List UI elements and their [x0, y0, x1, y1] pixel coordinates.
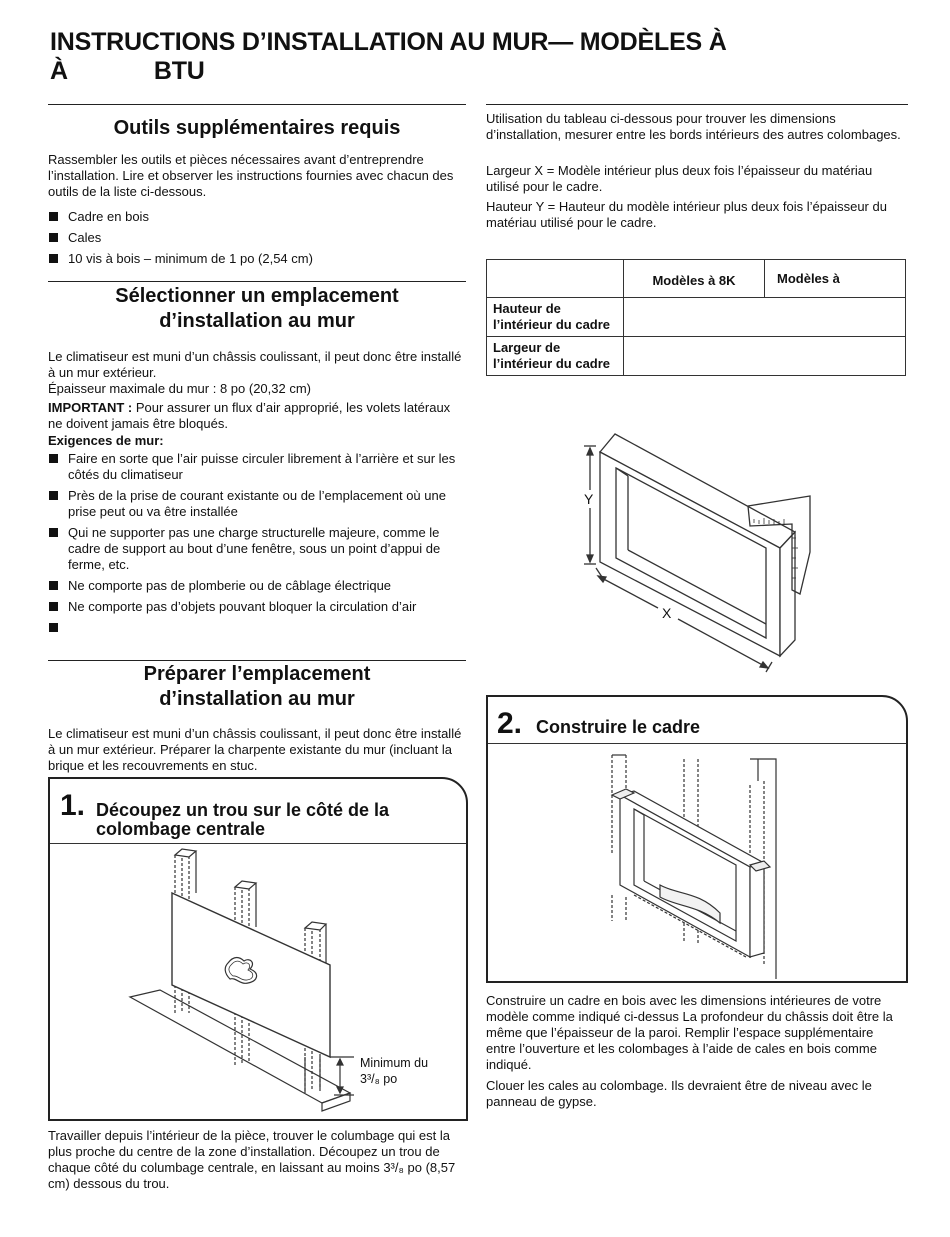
- location-intro: Le climatiseur est muni d’un châssis coulissant, il peut donc être installé à un mur extérieur. Épaisseur maximale du mur : 8 po (20,32 cm): [48, 349, 462, 396]
- divider: [50, 843, 466, 844]
- tools-intro: Rassembler les outils et pièces nécessaires avant d’entreprendre l’installation. Lire et observer les instructions fournies avec chacun des outils de la liste ci-dessous.: [48, 152, 454, 199]
- divider: [48, 281, 466, 282]
- y-dimension-label: Y: [584, 491, 594, 507]
- list-item: Faire en sorte que l’air puisse circuler librement à l’arrière et sur les côtés du climatiseur: [48, 451, 466, 483]
- prepare-intro: Le climatiseur est muni d’un châssis coulissant, il peut donc être installé à un mur extérieur. Préparer la charpente existante du mur (incluant la brique et les recouvrements en stuc.: [48, 726, 462, 773]
- wall-requirements-list: [48, 451, 466, 641]
- wall-requirements-label: Exigences de mur:: [48, 433, 164, 448]
- bullet-square-icon: [49, 254, 58, 263]
- list-item: Ne comporte pas d’objets pouvant bloquer la circulation d’air: [48, 599, 466, 615]
- prepare-heading: Préparer l’emplacement d’installation au mur: [143, 663, 371, 710]
- bullet-square-icon: [49, 602, 58, 611]
- width-x-note: Largeur X = Modèle intérieur plus deux fois l’épaisseur du matériau utilisé pour le cadre.: [486, 163, 873, 194]
- list-item: Près de la prise de courant existante ou de l’emplacement où une prise peut ou va être installée: [48, 488, 466, 520]
- tools-list: [48, 209, 466, 272]
- dims-intro: Utilisation du tableau ci-dessous pour trouver les dimensions d’installation, mesurer entre les bords intérieurs des autres colombages.: [486, 111, 901, 142]
- bullet-square-icon: [49, 491, 58, 500]
- dimensions-table: [486, 259, 906, 376]
- page-title-line2: [50, 57, 727, 86]
- table-cell: [624, 298, 906, 337]
- step1-caption: Travailler depuis l’intérieur de la pièce, trouver le columbage qui est la plus proche du centre de la zone d’installation. Découpez un trou de chaque côté du columbage centrale, en laissant au moins 3³/₈ po (8,57 cm) dessous du trou.: [48, 1128, 456, 1191]
- list-item: 10 vis à bois – minimum de 1 po (2,54 cm): [48, 251, 466, 267]
- list-item: Cales: [48, 230, 466, 246]
- height-y-note: Hauteur Y = Hauteur du modèle intérieur plus deux fois l’épaisseur du matériau utilisé pour le cadre.: [486, 199, 887, 230]
- table-cell: [624, 337, 906, 376]
- list-item: Ne comporte pas de plomberie ou de câblage électrique: [48, 578, 466, 594]
- step2-number: 2.: [497, 707, 523, 740]
- list-item: [48, 620, 466, 636]
- table-header-row: [487, 260, 906, 298]
- wall-cutout-illustration: [50, 845, 466, 1117]
- table-cell: Hauteur de l’intérieur du cadre: [487, 298, 624, 337]
- tools-heading: Outils supplémentaires requis: [113, 117, 401, 139]
- table-header-cell: [487, 260, 624, 298]
- location-heading: Sélectionner un emplacement d’installation au mur: [115, 285, 399, 332]
- page-title-line1: INSTRUCTIONS D’INSTALLATION AU MUR— MODÈLES À: [50, 28, 727, 56]
- frame-construction-illustration: [488, 745, 906, 979]
- frame-dimensions-illustration: [560, 428, 820, 678]
- table-row: [487, 337, 906, 376]
- page-title-line2-b: BTU: [153, 57, 205, 85]
- bullet-square-icon: [49, 623, 58, 632]
- step2-title: Construire le cadre: [536, 717, 701, 737]
- bullet-square-icon: [49, 233, 58, 242]
- divider: [48, 660, 466, 661]
- bullet-square-icon: [49, 528, 58, 537]
- step1-box: [48, 777, 468, 1121]
- bullet-square-icon: [49, 212, 58, 221]
- page-title-line2-a: À: [50, 57, 68, 85]
- step2-caption2: Clouer les cales au colombage. Ils devraient être de niveau avec le panneau de gypse.: [486, 1078, 872, 1109]
- divider: [48, 104, 466, 105]
- important-note: IMPORTANT : Pour assurer un flux d’air approprié, les volets latéraux ne doivent jamais être bloqués.: [48, 400, 451, 431]
- table-row: [487, 298, 906, 337]
- step1-number: 1.: [60, 789, 86, 822]
- list-item: Qui ne supporter pas une charge structurelle majeure, comme le cadre de support au bout d’une fenêtre, sous un point d’appui de ferme, etc.: [48, 525, 466, 573]
- table-header-cell: Modèles à 8K: [624, 260, 765, 298]
- step2-box: [486, 695, 908, 983]
- divider: [486, 104, 908, 105]
- divider: [488, 743, 906, 744]
- table-header-cell: Modèles à: [765, 260, 906, 298]
- table-cell: Largeur de l’intérieur du cadre: [487, 337, 624, 376]
- dimension-label-line2: 3³/₈ po: [360, 1072, 398, 1086]
- bullet-square-icon: [49, 454, 58, 463]
- dimension-label-line1: Minimum du: [360, 1056, 429, 1070]
- bullet-square-icon: [49, 581, 58, 590]
- page-title: [50, 28, 727, 86]
- step2-caption1: Construire un cadre en bois avec les dimensions intérieures de votre modèle comme indiqué ci-dessus La profondeur du châssis doit être la même que l’épaisseur de la paroi. Remplir l’espace supplémentaire entre l’ouverture et les colombages à l’aide de cales en bois comme indiqué.: [486, 993, 893, 1072]
- list-item: Cadre en bois: [48, 209, 466, 225]
- step1-title: Découpez un trou sur le côté de la colombage centrale: [96, 800, 390, 839]
- x-dimension-label: X: [662, 605, 672, 621]
